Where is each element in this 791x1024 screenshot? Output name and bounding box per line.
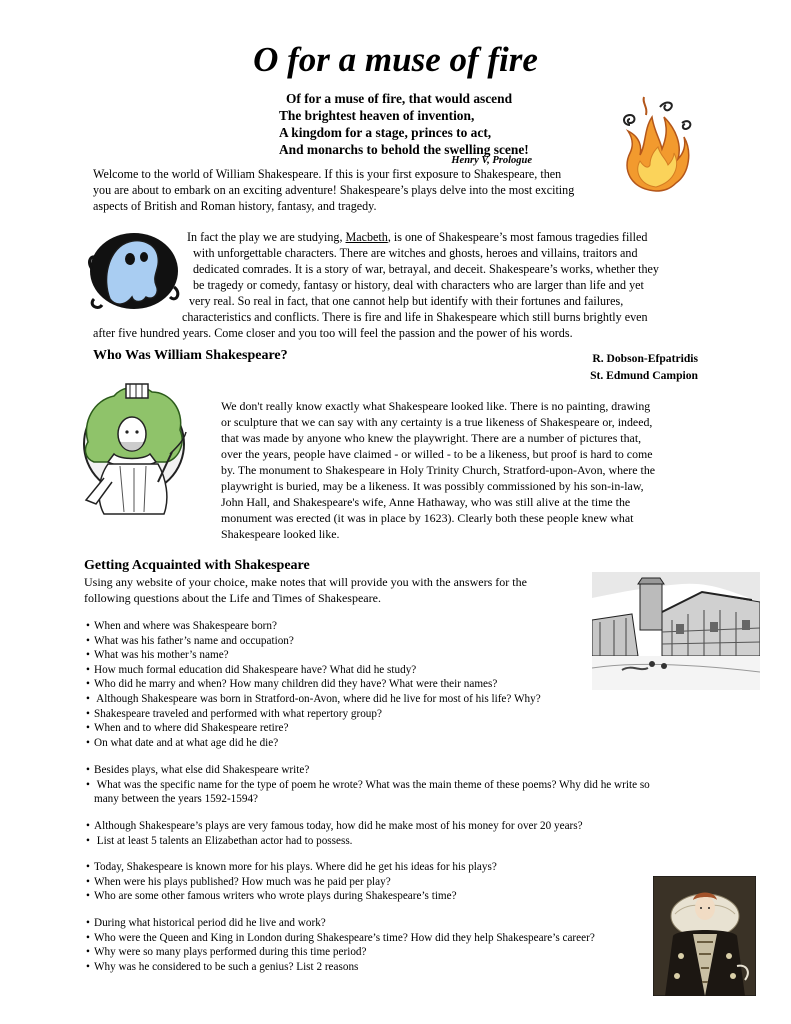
list-item [86, 875, 497, 890]
question-list-4 [86, 860, 497, 904]
list-item [86, 889, 497, 904]
question-list-2 [86, 763, 650, 807]
section-heading-who: Who Was William Shakespeare? [93, 348, 288, 363]
list-item [86, 819, 583, 834]
text-line: dedicated comrades. It is a story of war, betrayal, and deceit. Shakespeare’s works, whether they [193, 262, 659, 276]
text-line: or sculpture that we can say with any certainty is a true likeness of Shakespeare or, indeed, [221, 415, 653, 429]
question-text: What was his mother’s name? [94, 649, 229, 662]
question-list-3 [86, 819, 583, 848]
question-text: When and where was Shakespeare born? [94, 620, 277, 632]
poem-quote [279, 90, 529, 158]
author-credit [540, 350, 698, 384]
list-item [86, 834, 583, 849]
text-fragment: , is one of Shakespeare’s most famous tragedies filled [387, 230, 648, 244]
text-line: monument was erected (it was in place by 1623). Clearly both these people knew what [221, 511, 634, 525]
text-fragment: In fact the play we are studying, [187, 230, 346, 244]
bullet: • [86, 890, 90, 903]
question-text: Who did he marry and when? How many children did they have? What were their names? [94, 678, 498, 691]
question-text: What was the specific name for the type of poem he wrote? What was the main theme of these poems? Why did he write so [94, 778, 650, 791]
question-text: How much formal education did Shakespeare have? What did he study? [94, 663, 417, 676]
list-item-continuation: many between the years 1592-1594? [94, 793, 259, 806]
text-line: you are about to embark on an exciting adventure! Shakespeare’s plays delve into the most exciting [93, 183, 575, 197]
question-text: Shakespeare traveled and performed with what repertory group? [94, 707, 382, 720]
bullet: • [86, 620, 90, 632]
text-line: that was made by anyone who knew the playwright. There are a number of pictures that, [221, 431, 642, 445]
list-item [86, 916, 595, 931]
list-item [86, 931, 595, 946]
page-title: O for a muse of fire [253, 40, 538, 79]
text-line: Shakespeare looked like. [221, 527, 340, 541]
question-text: On what date and at what age did he die? [94, 736, 279, 749]
bullet: • [86, 692, 90, 705]
question-text: Why were so many plays performed during this time period? [94, 946, 367, 959]
question-text: Today, Shakespeare is known more for his plays. Where did he get his ideas for his plays? [94, 861, 497, 873]
text-line: playwright is buried, may be a likeness. It was possibly commissioned by his son-in-law, [221, 479, 644, 493]
list-item [86, 619, 541, 634]
bullet: • [86, 663, 90, 676]
author-name: R. Dobson-Efpatridis [592, 352, 698, 365]
macbeth-paragraph [93, 229, 659, 341]
question-text: During what historical period did he live and work? [94, 917, 326, 929]
fire-illustration [616, 95, 694, 195]
text-line: with unforgettable characters. There are witches and ghosts, heroes and villains, traitors and [193, 246, 638, 260]
list-item [86, 677, 541, 692]
bullet: • [86, 946, 90, 959]
section-heading-acquainted: Getting Acquainted with Shakespeare [84, 558, 310, 573]
author-school: St. Edmund Campion [590, 369, 698, 382]
poem-line: A kingdom for a stage, princes to act, [279, 125, 492, 140]
text-line [93, 229, 659, 245]
text-line: over the years, people have claimed - or willed - to be a likeness, but proof is hard to come [221, 447, 653, 461]
text-line: be tragedy or comedy, fantasy or history, deal with characters who are larger than life and yet [193, 278, 644, 292]
question-text: When and to where did Shakespeare retire? [94, 722, 289, 735]
bullet: • [86, 736, 90, 749]
acquainted-intro [84, 574, 527, 606]
bullet: • [86, 861, 90, 873]
macbeth-link[interactable]: Macbeth [345, 230, 388, 244]
text-line: Using any website of your choice, make notes that will provide you with the answers for the [84, 575, 527, 589]
text-line: characteristics and conflicts. There is fire and life in Shakespeare which still burns brightly even [182, 310, 648, 324]
question-text: When were his plays published? How much was he paid per play? [94, 875, 391, 888]
poem-line: Of for a muse of fire, that would ascend [286, 91, 513, 106]
list-item [86, 707, 541, 722]
question-text: Although Shakespeare was born in Stratford-on-Avon, where did he live for most of his life? Why? [94, 692, 541, 705]
list-item [86, 945, 595, 960]
intro-paragraph [93, 166, 574, 214]
text-line: We don't really know exactly what Shakespeare looked like. There is no painting, drawing [221, 399, 651, 413]
text-line: John Hall, and Shakespeare's wife, Anne Hathaway, who was still alive at the time the [221, 495, 631, 509]
text-line: aspects of British and Roman history, fantasy, and tragedy. [93, 199, 377, 213]
bullet: • [86, 722, 90, 735]
who-paragraph [221, 398, 655, 542]
question-list-5 [86, 916, 595, 974]
list-item [86, 692, 541, 707]
list-item [86, 860, 497, 875]
bullet: • [86, 960, 90, 973]
bullet: • [86, 707, 90, 720]
list-item [86, 721, 541, 736]
text-line: very real. So real in fact, that one cannot help but identify with their fortunes and failures, [189, 294, 624, 308]
poem-attribution: Henry V, Prologue [451, 155, 532, 166]
question-text: Who are some other famous writers who wrote plays during Shakespeare’s time? [94, 890, 457, 903]
list-item [86, 778, 650, 793]
bullet: • [86, 649, 90, 662]
list-item [86, 960, 595, 975]
text-line: after five hundred years. Come closer and you too will feel the passion and the power of his words. [93, 326, 573, 340]
list-item [86, 763, 650, 778]
question-text: What was his father’s name and occupation? [94, 634, 294, 647]
text-line: Welcome to the world of William Shakespeare. If this is your first exposure to Shakespeare, then [93, 167, 562, 181]
list-item [86, 736, 541, 751]
list-item [86, 663, 541, 678]
bullet: • [86, 917, 90, 929]
question-text: Besides plays, what else did Shakespeare write? [94, 764, 310, 776]
question-text: Why was he considered to be such a genius? List 2 reasons [94, 960, 359, 973]
list-item [86, 648, 541, 663]
queen-elizabeth-portrait [653, 876, 756, 996]
text-line: following questions about the Life and Times of Shakespeare. [84, 591, 381, 605]
question-text: Although Shakespeare’s plays are very famous today, how did he make most of his money for over 20 years? [94, 820, 583, 832]
bullet: • [86, 834, 90, 847]
text-line: by. The monument to Shakespeare in Holy Trinity Church, Stratford-upon-Avon, where the [221, 463, 656, 477]
shakespeare-portrait-illustration [74, 382, 190, 518]
poem-line: The brightest heaven of invention, [279, 108, 475, 123]
question-list-1 [86, 619, 541, 750]
question-text: List at least 5 talents an Elizabethan actor had to possess. [94, 834, 353, 847]
bullet: • [86, 931, 90, 944]
question-text: Who were the Queen and King in London during Shakespeare’s time? How did they help Shakespeare’s career? [94, 931, 595, 944]
bullet: • [86, 820, 90, 832]
bullet: • [86, 764, 90, 776]
bullet: • [86, 678, 90, 691]
bullet: • [86, 634, 90, 647]
bullet: • [86, 778, 90, 791]
list-item [86, 634, 541, 649]
bullet: • [86, 875, 90, 888]
stratford-street-engraving [592, 572, 760, 690]
poem-line: And monarchs to behold the swelling scene! [279, 142, 529, 157]
